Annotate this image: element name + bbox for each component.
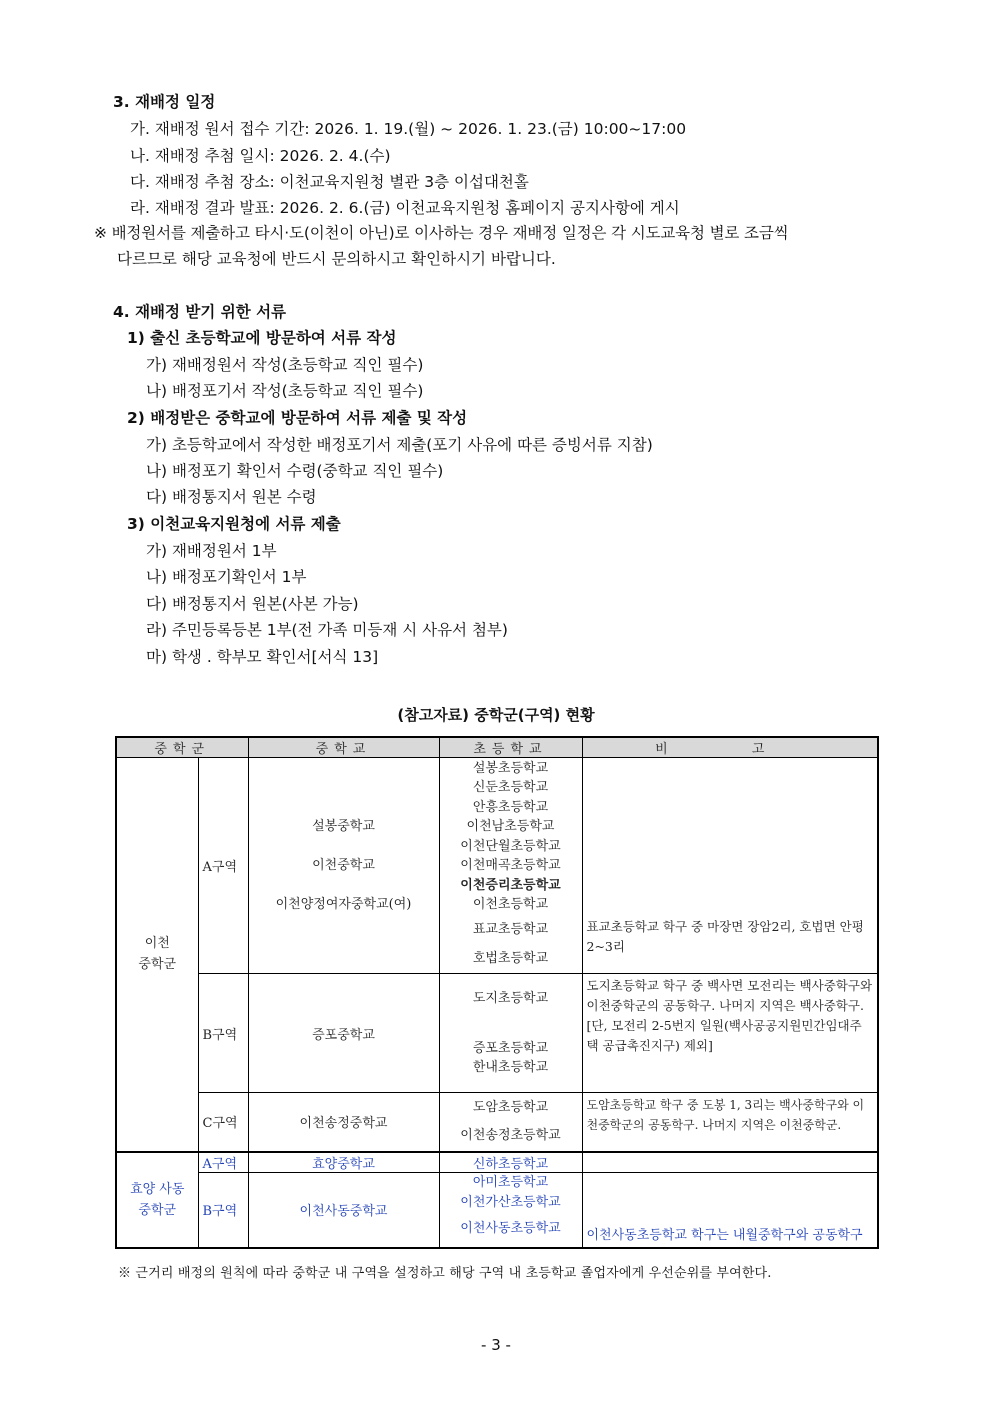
s3-note-line1: ※ 배정원서를 제출하고 타시·도(이천이 아닌)로 이사하는 경우 재배정 일정은 각 시도교육청 별로 조금씩 <box>94 224 789 242</box>
elementary-school: 한내초등학교 <box>472 1060 549 1075</box>
s3-note-line2: 다르므로 해당 교육청에 반드시 문의하시고 확인하시기 바랍니다. <box>117 250 556 268</box>
zone-hb-label: B구역 <box>198 1172 248 1248</box>
zone-hb-remarks <box>582 1172 878 1248</box>
header-remarks: 비 고 <box>582 737 878 758</box>
group-icheon-name: 이천 중학군 <box>138 936 177 973</box>
s4-group3-title: 3) 이천교육지원청에 서류 제출 <box>127 515 341 533</box>
elementary-school: 아미초등학교 <box>472 1175 549 1191</box>
elementary-school: 이천가산초등학교 <box>460 1194 561 1210</box>
s4-g2-item-2: 나) 배정포기 확인서 수령(중학교 직인 필수) <box>146 462 444 480</box>
s3-item-3: 다. 재배정 추첨 장소: 이천교육지원청 별관 3층 이섭대천홀 <box>130 173 529 191</box>
middle-school: 설봉중학교 <box>312 819 375 834</box>
zone-a-middle-schools <box>248 758 439 974</box>
elementary-school: 증포초등학교 <box>472 1040 549 1056</box>
zone-ha-label: A구역 <box>198 1152 248 1173</box>
s4-g2-item-1: 가) 초등학교에서 작성한 배정포기서 제출(포기 사유에 따른 증빙서류 지참) <box>146 436 653 454</box>
section4-title: 4. 재배정 받기 위한 서류 <box>113 303 287 321</box>
zone-c-label: C구역 <box>198 1093 248 1152</box>
elementary-school: 도지초등학교 <box>472 990 549 1006</box>
zone-a-elementary-schools <box>439 758 582 974</box>
elementary-school: 안흥초등학교 <box>472 799 549 815</box>
s4-g1-item-2: 나) 배정포기서 작성(초등학교 직인 필수) <box>146 382 424 400</box>
header-district: 중학군 <box>116 737 248 758</box>
s4-group2-title: 2) 배정받은 중학교에 방문하여 서류 제출 및 작성 <box>127 409 468 427</box>
s4-g1-item-1: 가) 재배정원서 작성(초등학교 직인 필수) <box>146 356 424 374</box>
district-table <box>115 736 879 1249</box>
page-number: - 3 - <box>481 1336 511 1354</box>
s3-item-1: 가. 재배정 원서 접수 기간: 2026. 1. 19.(월) ~ 2026. 1. 23.(금) 10:00~17:00 <box>130 120 687 138</box>
elementary-school: 이천매곡초등학교 <box>460 858 561 873</box>
s4-g3-item-2: 나) 배정포기확인서 1부 <box>146 568 307 586</box>
header-middle-school: 중학교 <box>248 737 439 758</box>
s4-g3-item-3: 다) 배정통지서 원본(사본 가능) <box>146 595 359 613</box>
elementary-school: 이천사동초등학교 <box>460 1221 561 1237</box>
elementary-school: 이천남초등학교 <box>466 819 555 834</box>
header-elementary-school: 초등학교 <box>439 737 582 758</box>
zone-b-remarks <box>582 974 878 1093</box>
zone-b-elementary-schools <box>439 974 582 1093</box>
group-hyoyang-sadong <box>116 1152 198 1249</box>
elementary-school: 이천단월초등학교 <box>460 838 561 854</box>
zone-a-remarks-text: 표교초등학교 학구 중 마장면 장암2리, 호법면 안평 2~3리 <box>586 919 864 954</box>
elementary-school: 설봉초등학교 <box>472 760 549 776</box>
zone-hb-middle-school: 이천사동중학교 <box>248 1172 439 1248</box>
zone-ha-middle-school: 효양중학교 <box>248 1152 439 1173</box>
zone-b-remarks-text: 도지초등학교 학구 중 백사면 모전리는 백사중학구와 이천중학군의 공동학구. 나머지 지역은 백사중학구.[단, 모전리 2-5번지 일원(백사공공지원민간임대주택 공급촉진지구) 제외] <box>586 978 873 1053</box>
section3-title: 3. 재배정 일정 <box>113 93 216 111</box>
elementary-school: 호법초등학교 <box>472 950 549 966</box>
elementary-school: 표교초등학교 <box>472 921 549 937</box>
s3-item-4: 라. 재배정 결과 발표: 2026. 2. 6.(금) 이천교육지원청 홈페이지 공지사항에 게시 <box>130 199 680 217</box>
zone-c-remarks <box>582 1093 878 1152</box>
group-hyoyang-sadong-name: 효양 사동 중학군 <box>130 1181 185 1218</box>
zone-b-label: B구역 <box>198 974 248 1093</box>
zone-c-remarks-text: 도암초등학교 학구 중 도봉 1, 3리는 백사중학구와 이천중학군의 공동학구. 나머지 지역은 이천중학군. <box>586 1098 865 1132</box>
s4-g3-item-1: 가) 재배정원서 1부 <box>146 542 277 560</box>
footnote: ※ 근거리 배정의 원칙에 따라 중학군 내 구역을 설정하고 해당 구역 내 초등학교 졸업자에게 우선순위를 부여한다. <box>118 1266 772 1281</box>
table-title: (참고자료) 중학군(구역) 현황 <box>397 706 595 724</box>
elementary-school: 이천송정초등학교 <box>460 1127 561 1143</box>
zone-hb-remarks-text: 이천사동초등학교 학구는 내월중학구와 공동학구 <box>586 1228 863 1243</box>
group-icheon <box>116 758 198 1152</box>
s4-g3-item-5: 마) 학생 . 학부모 확인서[서식 13] <box>146 648 379 666</box>
s4-g3-item-4: 라) 주민등록등본 1부(전 가족 미등재 시 사유서 첨부) <box>146 621 508 639</box>
zone-c-middle-school: 이천송정중학교 <box>248 1093 439 1152</box>
zone-c-elementary-schools <box>439 1093 582 1152</box>
zone-a-remarks <box>582 758 878 974</box>
zone-a-label: A구역 <box>198 758 248 974</box>
elementary-school: 이천증리초등학교 <box>460 877 561 893</box>
elementary-school: 이천초등학교 <box>472 897 549 912</box>
s4-group1-title: 1) 출신 초등학교에 방문하여 서류 작성 <box>127 329 397 347</box>
middle-school: 이천양정여자중학교(여) <box>275 897 412 912</box>
zone-b-middle-school: 증포중학교 <box>248 974 439 1093</box>
middle-school: 이천중학교 <box>312 858 375 873</box>
zone-ha-remarks <box>582 1152 878 1173</box>
zone-hb-elementary-schools <box>439 1172 582 1248</box>
elementary-school: 신둔초등학교 <box>472 780 549 795</box>
zone-ha-elementary-school: 신하초등학교 <box>439 1152 582 1173</box>
elementary-school: 도암초등학교 <box>472 1099 549 1115</box>
s3-item-2: 나. 재배정 추첨 일시: 2026. 2. 4.(수) <box>130 147 391 165</box>
s4-g2-item-3: 다) 배정통지서 원본 수령 <box>146 488 317 506</box>
